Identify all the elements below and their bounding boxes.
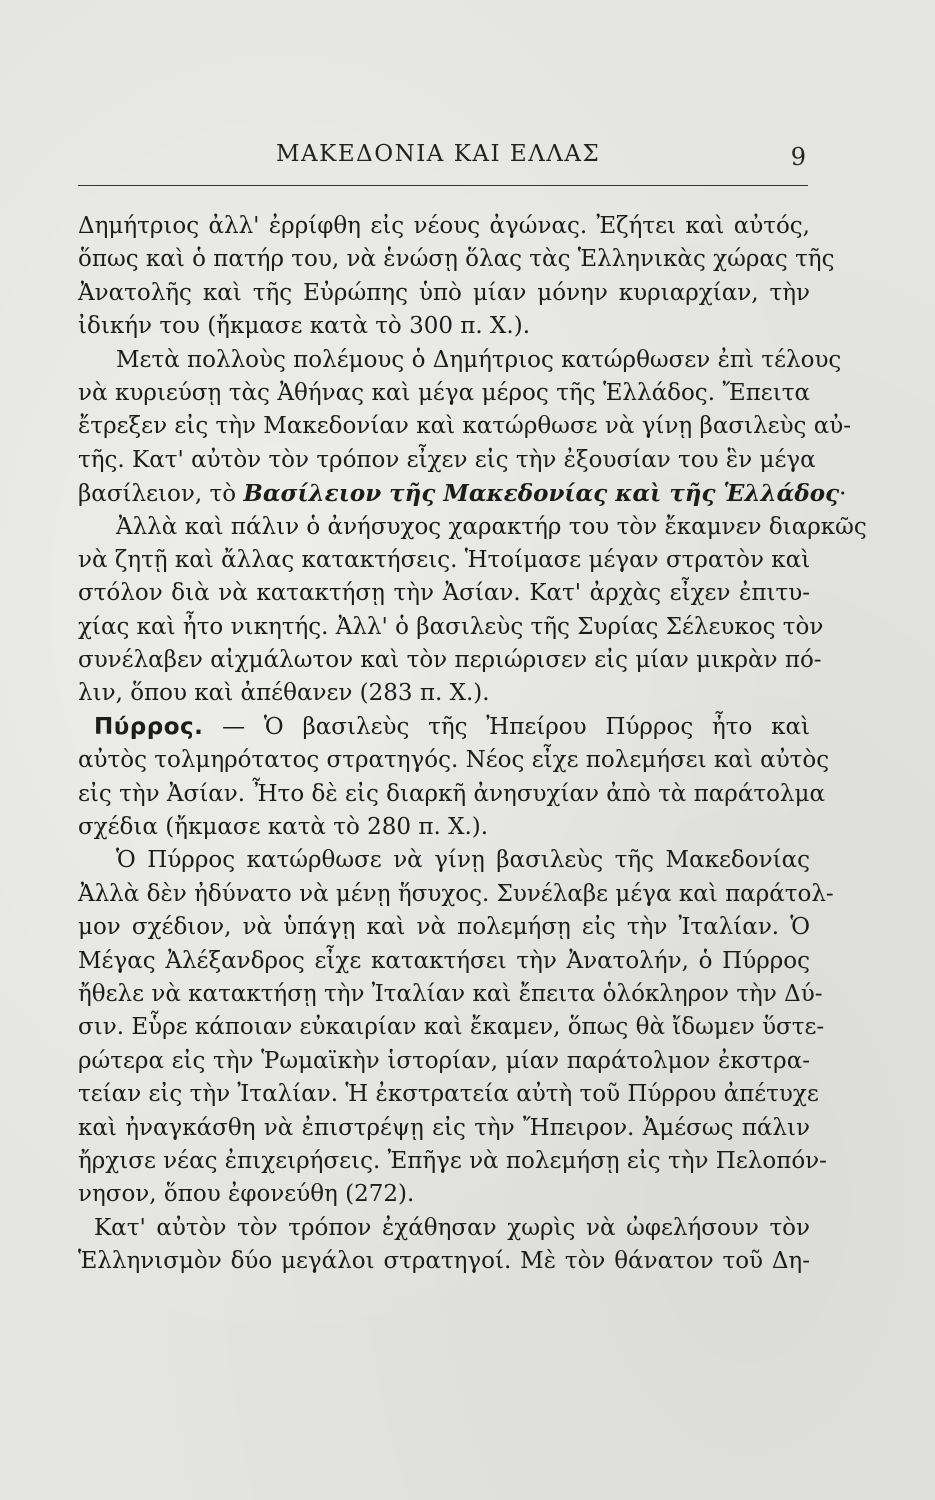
text-line: ἤθελε νὰ κατακτήσῃ τὴν Ἰταλίαν καὶ ἔπειτα ὁλόκληρον τὴν Δύ- xyxy=(78,980,823,1007)
text-line: λιν, ὅπου καὶ ἀπέθανεν (283 π. Χ.). xyxy=(78,680,490,707)
text-line: ἰδικήν του (ἤκμασε κατὰ τὸ 300 π. Χ.). xyxy=(78,313,531,340)
text-line: καὶ ἠναγκάσθη νὰ ἐπιστρέψῃ εἰς τὴν Ἤπειρον. Ἀμέσως πάλιν xyxy=(78,1114,810,1141)
text-line: Μετὰ πολλοὺς πολέμους ὁ Δημήτριος κατώρθωσεν ἐπὶ τέλους xyxy=(116,346,842,373)
text-line: ὅπως καὶ ὁ πατήρ του, νὰ ἑνώσῃ ὅλας τὰς Ἑλληνικὰς χώρας τῆς xyxy=(78,246,835,273)
text-line: Ἀνατολῆς καὶ τῆς Εὐρώπης ὑπὸ μίαν μόνην κυριαρχίαν, τὴν xyxy=(78,279,810,306)
text-segment: βασίλειον, τὸ xyxy=(78,481,244,508)
text-line: Ἀλλὰ δὲν ἠδύνατο νὰ μένῃ ἥσυχος. Συνέλαβε μέγα καὶ παράτολ- xyxy=(78,880,834,907)
text-segment: · xyxy=(839,481,847,508)
text-line: σχέδια (ἤκμασε κατὰ τὸ 280 π. Χ.). xyxy=(78,814,489,841)
body-text xyxy=(78,210,867,1279)
text-line: νὰ κυριεύσῃ τὰς Ἀθήνας καὶ μέγα μέρος τῆς Ἑλλάδος. Ἔπειτα xyxy=(78,379,810,406)
text-segment: — Ὁ βασιλεὺς τῆς Ἠπείρου Πύρρος ἦτο καὶ xyxy=(203,713,810,740)
text-line: Ὁ Πύρρος κατώρθωσε νὰ γίνῃ βασιλεὺς τῆς Μακεδονίας xyxy=(116,847,810,874)
text-line: αὐτὸς τολμηρότατος στρατηγός. Νέος εἶχε πολεμήσει καὶ αὐτὸς xyxy=(78,747,830,774)
text-line: ἔτρεξεν εἰς τὴν Μακεδονίαν καὶ κατώρθωσε νὰ γίνῃ βασιλεὺς αὐ- xyxy=(78,413,852,440)
text-line: τῆς. Κατ' αὐτὸν τὸν τρόπον εἶχεν εἰς τὴν ἐξουσίαν του ἓν μέγα xyxy=(78,446,816,473)
text-line: Μέγας Ἀλέξανδρος εἶχε κατακτήσει τὴν Ἀνατολήν, ὁ Πύρρος xyxy=(78,947,810,974)
text-line: Κατ' αὐτὸν τὸν τρόπον ἐχάθησαν χωρὶς νὰ ὠφελήσουν τὸν xyxy=(94,1214,810,1241)
text-line: χίας καὶ ἦτο νικητής. Ἀλλ' ὁ βασιλεὺς τῆς Συρίας Σέλευκος τὸν xyxy=(78,613,824,640)
text-line: συνέλαβεν αἰχμάλωτον καὶ τὸν περιώρισεν εἰς μίαν μικρὰν πό- xyxy=(78,647,822,674)
page-number: 9 xyxy=(790,143,806,171)
text-line: νὰ ζητῇ καὶ ἄλλας κατακτήσεις. Ἡτοίμασε μέγαν στρατὸν καὶ xyxy=(78,546,811,573)
text-line-emphasis xyxy=(78,477,847,510)
text-line: νησον, ὅπου ἐφονεύθη (272). xyxy=(78,1181,415,1208)
text-line: τείαν εἰς τὴν Ἰταλίαν. Ἡ ἐκστρατεία αὐτὴ τοῦ Πύρρου ἀπέτυχε xyxy=(78,1081,819,1108)
text-line: Ἑλληνισμὸν δύο μεγάλοι στρατηγοί. Μὲ τὸν θάνατον τοῦ Δη- xyxy=(78,1248,810,1275)
text-line: εἰς τὴν Ἀσίαν. Ἦτο δὲ εἰς διαρκῆ ἀνησυχίαν ἀπὸ τὰ παράτολμα xyxy=(78,780,825,807)
section-heading: Πύρρος. xyxy=(94,713,204,740)
text-line: Ἀλλὰ καὶ πάλιν ὁ ἀνήσυχος χαρακτήρ του τὸν ἔκαμνεν διαρκῶς xyxy=(116,513,867,540)
text-line: Δημήτριος ἀλλ' ἐρρίφθη εἰς νέους ἀγώνας. Ἐζήτει καὶ αὐτός, xyxy=(78,213,810,239)
text-line: στόλον διὰ νὰ κατακτήσῃ τὴν Ἀσίαν. Κατ' ἀρχὰς εἶχεν ἐπιτυ- xyxy=(78,580,810,607)
text-line: ἤρχισε νέας ἐπιχειρήσεις. Ἐπῆγε νὰ πολεμήσῃ εἰς τὴν Πελοπόν- xyxy=(78,1147,827,1174)
text-line: σιν. Εὗρε κάποιαν εὐκαιρίαν καὶ ἔκαμεν, ὅπως θὰ ἴδωμεν ὕστε- xyxy=(78,1014,825,1041)
emphasized-title: Βασίλειον τῆς Μακεδονίας καὶ τῆς Ἑλλάδος xyxy=(243,480,840,508)
text-line: ρώτερα εἰς τὴν Ῥωμαϊκὴν ἱστορίαν, μίαν παράτολμον ἐκστρα- xyxy=(78,1047,810,1074)
running-title: ΜΑΚΕΔΟΝΙΑ ΚΑΙ ΕΛΛΑΣ xyxy=(276,141,601,167)
text-line: μον σχέδιον, νὰ ὑπάγῃ καὶ νὰ πολεμήσῃ εἰς τὴν Ἰταλίαν. Ὁ xyxy=(78,914,810,941)
section-heading-line xyxy=(78,711,810,744)
running-header xyxy=(78,133,808,186)
